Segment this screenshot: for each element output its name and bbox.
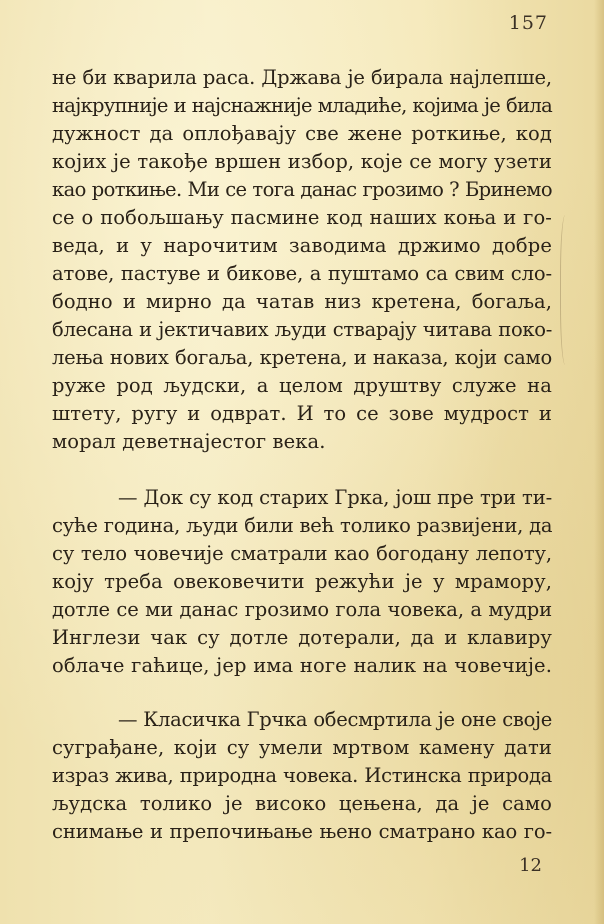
text-line: људска толико је високо цењена, да је само: [52, 792, 552, 815]
text-line: се о побољшању пасмине код наших коња и го-: [52, 206, 552, 229]
text-line: атове, пастуве и бикове, а пуштамо са свим сло-: [52, 262, 552, 285]
text-line: блесана и јектичавих људи стварају читава поко-: [52, 318, 552, 341]
text-line: којих је такође вршен избор, које се могу узети: [52, 150, 552, 173]
text-line: као роткиње. Ми се тога данас грозимо ? Бринемо: [52, 178, 552, 201]
paper-stain: [560, 215, 573, 365]
text-line: дотле се ми данас грозимо гола човека, а мудри: [52, 598, 552, 621]
text-line: не би кварила раса. Држава је бирала најлепше,: [52, 66, 552, 89]
text-line: руже род људски, а целом друштву служе на: [52, 374, 552, 397]
text-line: — Док су код старих Грка, још пре три ти-: [118, 486, 553, 509]
paragraph-1: [52, 64, 552, 456]
text-line: морал деветнајестог века.: [52, 430, 326, 453]
text-line: коју треба овековечити режући је у мрамору,: [52, 570, 552, 593]
text-line: бодно и мирно да чатав низ кретена, богаља,: [52, 290, 552, 313]
paragraph-2: [52, 484, 552, 680]
text-line: Инглези чак су дотле дотерали, да и клавиру: [52, 626, 552, 649]
text-line: лења нових богаља, кретена, и наказа, који само: [52, 346, 552, 369]
text-line: дужност да оплођавају све жене роткиње, код: [52, 122, 552, 145]
text-line: облаче гаћице, јер има ноге налик на човечије.: [52, 654, 552, 677]
text-line: снимање и препочињање њено сматрано као го-: [52, 820, 552, 843]
text-line: веда, и у нарочитим заводима држимо добре: [52, 234, 552, 257]
text-line: — Класичка Грчка обесмртила је оне своје: [118, 708, 552, 731]
text-line: су тело човечије сматрали као богодану лепоту,: [52, 542, 552, 565]
text-line: израз жива, природна човека. Истинска природа: [52, 764, 552, 787]
paragraph-3: [52, 706, 552, 846]
text-line: штету, ругу и одврат. И то се зове мудрост и: [52, 402, 552, 425]
page-number: 157: [508, 12, 548, 34]
page-edge-shadow: [594, 0, 604, 924]
text-line: најкрупније и најснажније младиће, којима је била: [52, 94, 552, 117]
signature-mark: 12: [519, 855, 542, 876]
text-line: суће година, људи били већ толико развијени, да: [52, 514, 553, 537]
text-line: суграђане, који су умели мртвом камену дати: [52, 736, 552, 759]
